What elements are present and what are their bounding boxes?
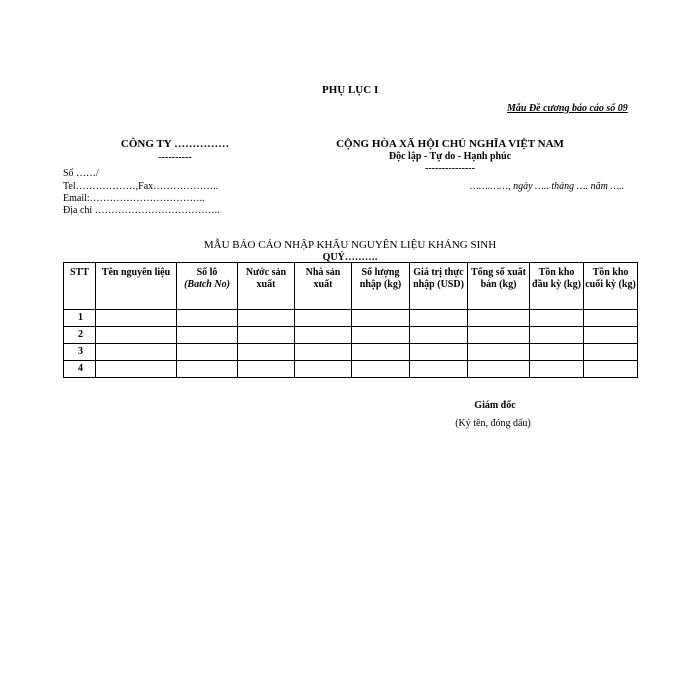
appendix-title: PHỤ LỤC I (322, 84, 379, 96)
company-dashes: ---------- (158, 152, 192, 163)
col-country: Nước sản xuất (238, 263, 295, 310)
table-cell (238, 344, 295, 361)
company-name: CÔNG TY …………… (120, 138, 230, 150)
table-row (64, 327, 638, 344)
table-cell (410, 327, 468, 344)
table-cell (352, 310, 410, 327)
nation-motto: Độc lập - Tự do - Hạnh phúc (388, 151, 512, 162)
table-cell (584, 310, 638, 327)
table-cell (295, 361, 352, 378)
table-cell (584, 361, 638, 378)
table-cell (584, 344, 638, 361)
table-cell (468, 327, 530, 344)
table-cell (96, 361, 177, 378)
col-import-value: Giá trị thực nhập (USD) (410, 263, 468, 310)
form-code: Mẫu Đề cương báo cáo số 09 (507, 103, 628, 114)
table-cell (352, 361, 410, 378)
tel-fax: Tel………………,Fax……………….. (63, 181, 219, 192)
table-cell (238, 361, 295, 378)
report-table (63, 262, 638, 378)
table-cell (177, 310, 238, 327)
table-cell (295, 344, 352, 361)
table-cell (468, 344, 530, 361)
report-quarter: QUÝ………. (322, 252, 378, 263)
table-cell (410, 361, 468, 378)
col-batch-no-sub: (Batch No) (184, 279, 230, 290)
col-batch-no-label: Số lô (196, 267, 218, 278)
table-cell (177, 361, 238, 378)
nation-name: CỘNG HÒA XÃ HỘI CHỦ NGHĨA VIỆT NAM (336, 138, 564, 150)
date-line: …….……, ngày ….. tháng …. năm ….. (470, 181, 625, 192)
row-number: 1 (64, 310, 96, 327)
table-cell (530, 344, 584, 361)
table-row (64, 344, 638, 361)
row-number: 2 (64, 327, 96, 344)
table-cell (96, 327, 177, 344)
table-cell (238, 327, 295, 344)
table-row (64, 361, 638, 378)
row-number: 4 (64, 361, 96, 378)
table-cell (295, 327, 352, 344)
table-cell (530, 361, 584, 378)
table-cell (530, 310, 584, 327)
table-cell (96, 310, 177, 327)
table-cell (530, 327, 584, 344)
nation-dashes: --------------- (425, 163, 475, 174)
document-number: Số ……/ (63, 168, 99, 179)
table-cell (468, 310, 530, 327)
table-cell (410, 344, 468, 361)
table-cell (177, 344, 238, 361)
signature-title: Giám đốc (474, 400, 516, 411)
col-import-qty: Số lượng nhập (kg) (352, 263, 410, 310)
col-opening-stock: Tồn kho đầu kỳ (kg) (530, 263, 584, 310)
table-cell (352, 327, 410, 344)
table-cell (177, 327, 238, 344)
col-stt: STT (64, 263, 96, 310)
col-closing-stock: Tồn kho cuối kỳ (kg) (584, 263, 638, 310)
table-header-row (64, 263, 638, 310)
email: Email:…………………………….. (63, 193, 205, 204)
table-cell (584, 327, 638, 344)
table-cell (238, 310, 295, 327)
address: Địa chỉ ……………………………….. (63, 205, 220, 216)
report-title: MẪU BÁO CÁO NHẬP KHẨU NGUYÊN LIỆU KHÁNG SINH (203, 239, 497, 251)
signature-note: (Ký tên, đóng dấu) (455, 418, 531, 429)
table-cell (410, 310, 468, 327)
col-manufacturer: Nhà sản xuất (295, 263, 352, 310)
table-cell (468, 361, 530, 378)
col-batch-no (177, 263, 238, 310)
table-row (64, 310, 638, 327)
table-cell (352, 344, 410, 361)
col-total-sold: Tổng số xuất bán (kg) (468, 263, 530, 310)
col-material-name: Tên nguyên liệu (96, 263, 177, 310)
row-number: 3 (64, 344, 96, 361)
table-cell (295, 310, 352, 327)
table-cell (96, 344, 177, 361)
